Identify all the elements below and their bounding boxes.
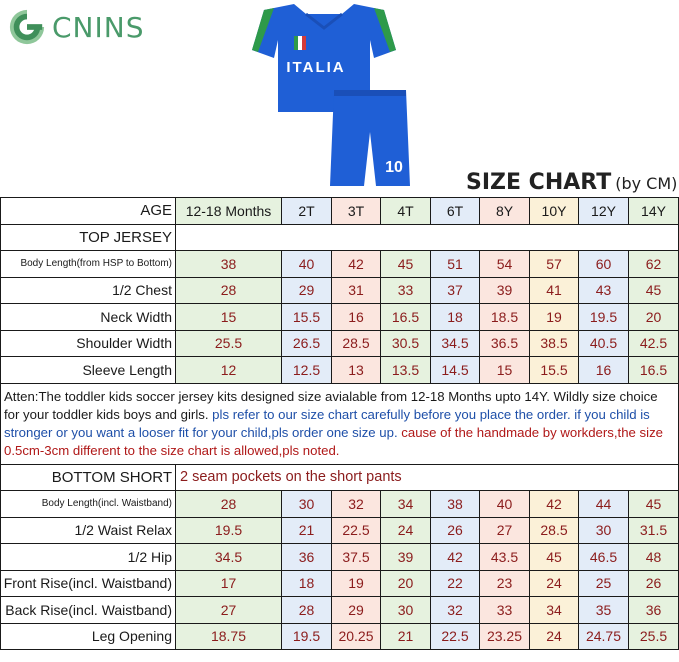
size-header-1: 2T [282, 198, 332, 225]
bottom-section-row [1, 464, 679, 491]
measure-value: 54 [480, 251, 530, 278]
soccer-kit-image [234, 0, 414, 190]
measure-value: 17 [176, 570, 282, 597]
measure-value: 43.5 [480, 544, 530, 571]
top-measure-row [1, 251, 679, 278]
measure-value: 62 [629, 251, 679, 278]
measure-value: 40 [282, 251, 332, 278]
measure-value: 36 [282, 544, 332, 571]
top-section-row [1, 224, 679, 251]
measure-label: Body Length(from HSP to Bottom) [1, 251, 176, 278]
measure-value: 21 [381, 623, 431, 650]
size-header-6: 10Y [530, 198, 579, 225]
measure-value: 37.5 [332, 544, 381, 571]
title-unit: (by CM) [615, 174, 678, 193]
measure-value: 13 [332, 357, 381, 384]
shorts-number: 10 [385, 159, 403, 176]
measure-value: 13.5 [381, 357, 431, 384]
measure-value: 12 [176, 357, 282, 384]
measure-value: 23.25 [480, 623, 530, 650]
measure-value: 24.75 [579, 623, 629, 650]
bottom-measure-row [1, 623, 679, 650]
measure-value: 25.5 [176, 330, 282, 357]
bottom-measure-row [1, 544, 679, 571]
measure-value: 33 [381, 277, 431, 304]
measure-label: Back Rise(incl. Waistband) [1, 597, 176, 624]
measure-label: Leg Opening [1, 623, 176, 650]
measure-value: 28 [176, 277, 282, 304]
measure-value: 48 [629, 544, 679, 571]
measure-value: 27 [176, 597, 282, 624]
measure-label: Neck Width [1, 304, 176, 331]
measure-value: 19 [530, 304, 579, 331]
bottom-section-note: 2 seam pockets on the short pants [176, 464, 679, 491]
measure-value: 15 [480, 357, 530, 384]
measure-value: 20 [629, 304, 679, 331]
measure-value: 16.5 [629, 357, 679, 384]
measure-value: 45 [381, 251, 431, 278]
measure-value: 22 [431, 570, 480, 597]
measure-value: 41 [530, 277, 579, 304]
measure-value: 18 [431, 304, 480, 331]
measure-value: 38.5 [530, 330, 579, 357]
size-header-5: 8Y [480, 198, 530, 225]
measure-label: Shoulder Width [1, 330, 176, 357]
measure-value: 16 [579, 357, 629, 384]
bottom-measure-row [1, 597, 679, 624]
header-row [1, 198, 679, 225]
size-header-2: 3T [332, 198, 381, 225]
measure-value: 26.5 [282, 330, 332, 357]
size-header-3: 4T [381, 198, 431, 225]
measure-value: 31.5 [629, 517, 679, 544]
measure-value: 25 [579, 570, 629, 597]
measure-value: 15 [176, 304, 282, 331]
measure-value: 38 [431, 491, 480, 518]
measure-value: 28 [282, 597, 332, 624]
measure-value: 30 [282, 491, 332, 518]
measure-value: 12.5 [282, 357, 332, 384]
size-chart-title [466, 170, 677, 195]
note-row [1, 383, 679, 464]
measure-value: 15.5 [282, 304, 332, 331]
measure-value: 22.5 [332, 517, 381, 544]
measure-label: 1/2 Waist Relax [1, 517, 176, 544]
measure-value: 43 [579, 277, 629, 304]
size-header-0: 12-18 Months [176, 198, 282, 225]
top-measure-row [1, 277, 679, 304]
bottom-measure-row [1, 570, 679, 597]
brand-name: CNINS [52, 10, 145, 44]
note-intro: Atten:The toddler kids soccer jersey kits designed size avialable from 12-18 Months upto 14Y. Wildly size choice for your toddler kids boys and girls. [4, 388, 658, 422]
measure-value: 35 [579, 597, 629, 624]
measure-value: 26 [629, 570, 679, 597]
size-chart-body [1, 198, 679, 650]
measure-value: 31 [332, 277, 381, 304]
measure-value: 22.5 [431, 623, 480, 650]
measure-value: 45 [629, 277, 679, 304]
measure-value: 42 [332, 251, 381, 278]
measure-value: 16 [332, 304, 381, 331]
bottom-measure-row [1, 517, 679, 544]
measure-value: 15.5 [530, 357, 579, 384]
measure-value: 60 [579, 251, 629, 278]
measure-value: 39 [381, 544, 431, 571]
measure-value: 23 [480, 570, 530, 597]
measure-value: 18.5 [480, 304, 530, 331]
note-advice: pls refer to our size chart carefully before you place the order. if you child is stronger or you want a looser fit for your child,pls order one size up. [4, 406, 650, 440]
measure-value: 30 [381, 597, 431, 624]
measure-value: 36.5 [480, 330, 530, 357]
measure-label: 1/2 Hip [1, 544, 176, 571]
measure-value: 25.5 [629, 623, 679, 650]
measure-value: 44 [579, 491, 629, 518]
measure-value: 16.5 [381, 304, 431, 331]
measure-value: 34.5 [176, 544, 282, 571]
measure-value: 32 [431, 597, 480, 624]
size-header-8: 14Y [629, 198, 679, 225]
measure-value: 24 [381, 517, 431, 544]
size-header-4: 6T [431, 198, 480, 225]
measure-value: 26 [431, 517, 480, 544]
measure-value: 33 [480, 597, 530, 624]
measure-value: 30.5 [381, 330, 431, 357]
measure-value: 14.5 [431, 357, 480, 384]
top-section-blank [176, 224, 679, 251]
measure-value: 38 [176, 251, 282, 278]
title-main: SIZE CHART [466, 170, 612, 195]
top-measure-row [1, 357, 679, 384]
bottom-section-label: BOTTOM SHORT [1, 464, 176, 491]
measure-value: 34.5 [431, 330, 480, 357]
measure-value: 45 [629, 491, 679, 518]
measure-label: Front Rise(incl. Waistband) [1, 570, 176, 597]
measure-value: 18 [282, 570, 332, 597]
measure-value: 37 [431, 277, 480, 304]
measure-value: 28.5 [530, 517, 579, 544]
measure-value: 19.5 [176, 517, 282, 544]
logo-mark-icon [8, 8, 46, 46]
measure-value: 28 [176, 491, 282, 518]
measure-value: 20 [381, 570, 431, 597]
measure-value: 34 [530, 597, 579, 624]
size-chart-table [0, 197, 679, 650]
measure-label: Body Length(incl. Waistband) [1, 491, 176, 518]
top-measure-row [1, 330, 679, 357]
measure-value: 19.5 [579, 304, 629, 331]
measure-label: 1/2 Chest [1, 277, 176, 304]
measure-value: 45 [530, 544, 579, 571]
measure-value: 29 [282, 277, 332, 304]
measure-value: 32 [332, 491, 381, 518]
measure-value: 34 [381, 491, 431, 518]
measure-value: 24 [530, 570, 579, 597]
measure-value: 36 [629, 597, 679, 624]
age-header: AGE [1, 198, 176, 225]
measure-value: 29 [332, 597, 381, 624]
measure-value: 30 [579, 517, 629, 544]
measure-value: 42 [530, 491, 579, 518]
measure-value: 40.5 [579, 330, 629, 357]
measure-value: 51 [431, 251, 480, 278]
measure-value: 57 [530, 251, 579, 278]
measure-value: 27 [480, 517, 530, 544]
measure-value: 42 [431, 544, 480, 571]
measure-value: 19.5 [282, 623, 332, 650]
measure-value: 20.25 [332, 623, 381, 650]
size-note [1, 383, 679, 464]
measure-label: Sleeve Length [1, 357, 176, 384]
measure-value: 39 [480, 277, 530, 304]
measure-value: 46.5 [579, 544, 629, 571]
brand-logo [8, 8, 144, 46]
measure-value: 19 [332, 570, 381, 597]
bottom-measure-row [1, 491, 679, 518]
measure-value: 42.5 [629, 330, 679, 357]
size-header-7: 12Y [579, 198, 629, 225]
top-measure-row [1, 304, 679, 331]
measure-value: 24 [530, 623, 579, 650]
measure-value: 28.5 [332, 330, 381, 357]
measure-value: 40 [480, 491, 530, 518]
note-tolerance: cause of the handmade by workders,the size 0.5cm-3cm different to the size chart is allowed,pls noted. [4, 424, 663, 458]
measure-value: 21 [282, 517, 332, 544]
measure-value: 18.75 [176, 623, 282, 650]
top-section-label: TOP JERSEY [1, 224, 176, 251]
jersey-text: ITALIA [286, 59, 346, 76]
